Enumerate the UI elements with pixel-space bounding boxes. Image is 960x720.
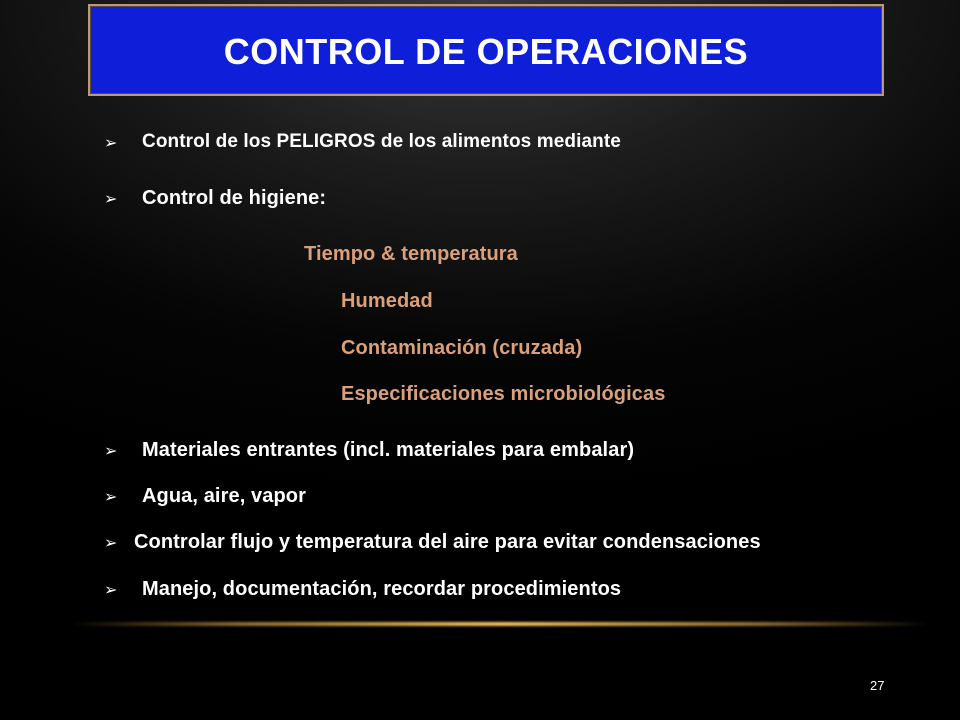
sub-item-humedad: Humedad bbox=[341, 290, 433, 312]
bullet-materiales-entrantes: Materiales entrantes (incl. materiales para embalar) bbox=[142, 439, 635, 461]
bullet-manejo-documentacion: Manejo, documentación, recordar procedimientos bbox=[142, 578, 622, 600]
arrow-bullet-icon: ➢ bbox=[104, 135, 118, 152]
title-box bbox=[88, 4, 884, 96]
arrow-bullet-icon: ➢ bbox=[104, 489, 118, 506]
bullet-controlar-flujo: Controlar flujo y temperatura del aire para evitar condensaciones bbox=[134, 531, 761, 553]
arrow-bullet-icon: ➢ bbox=[104, 443, 118, 460]
arrow-bullet-icon: ➢ bbox=[104, 582, 118, 599]
slide-title: CONTROL DE OPERACIONES bbox=[223, 31, 749, 72]
sub-item-tiempo-temperatura: Tiempo & temperatura bbox=[304, 243, 518, 265]
bullet-control-higiene: Control de higiene: bbox=[142, 187, 327, 209]
bullet-control-peligros: Control de los PELIGROS de los alimentos mediante bbox=[142, 131, 621, 152]
sub-item-contaminacion: Contaminación (cruzada) bbox=[341, 337, 583, 359]
gold-divider bbox=[70, 622, 930, 626]
bullet-agua-aire-vapor: Agua, aire, vapor bbox=[142, 485, 306, 507]
arrow-bullet-icon: ➢ bbox=[104, 535, 118, 552]
page-number: 27 bbox=[870, 678, 885, 693]
arrow-bullet-icon: ➢ bbox=[104, 191, 118, 208]
sub-item-especificaciones: Especificaciones microbiológicas bbox=[341, 383, 666, 405]
